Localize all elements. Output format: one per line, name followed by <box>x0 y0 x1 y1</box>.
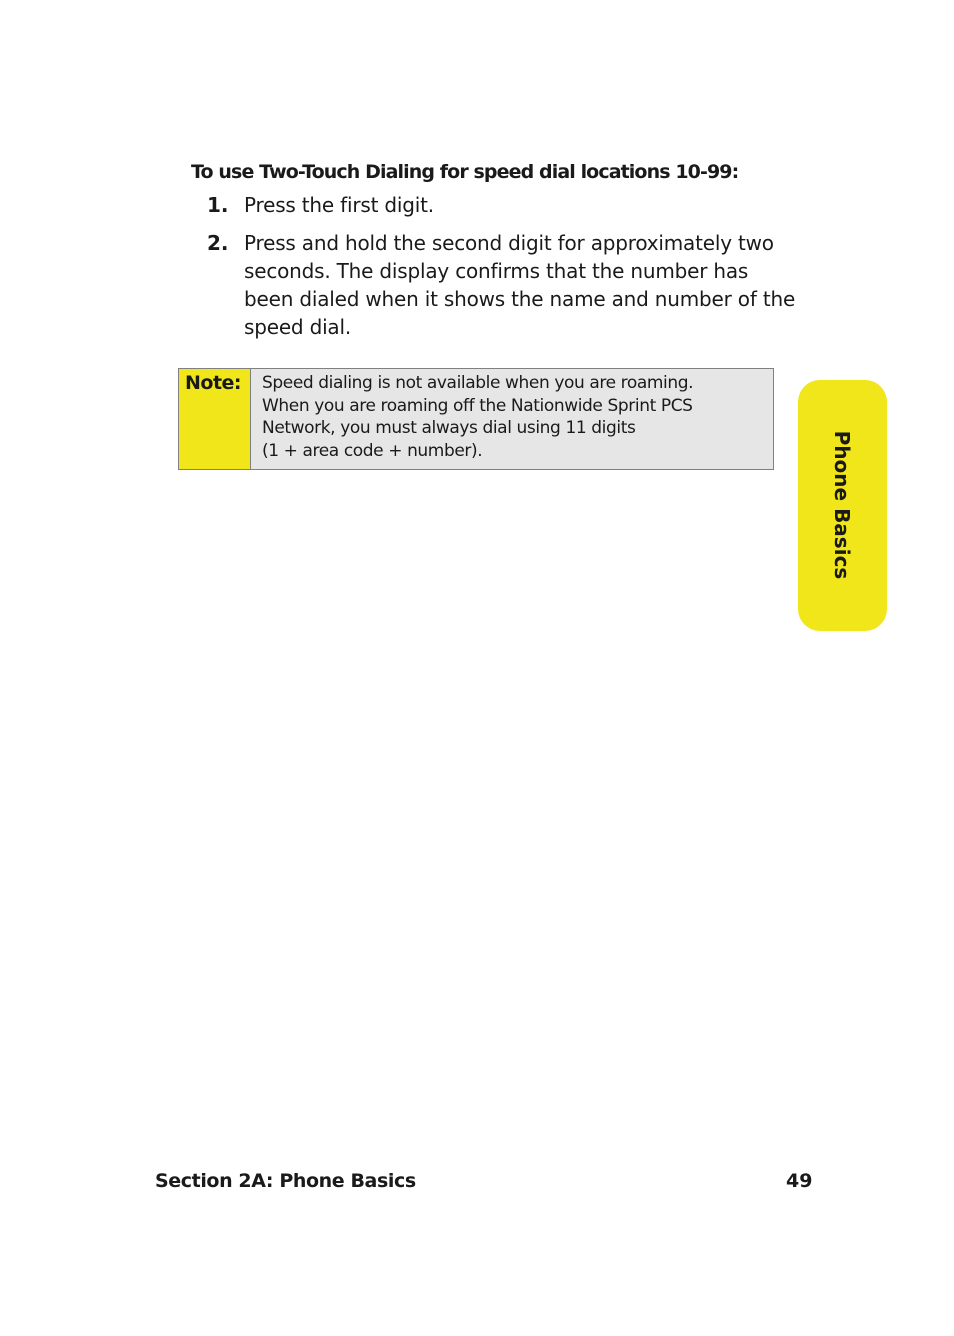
note-line: Network, you must always dial using 11 digits <box>262 418 636 438</box>
page-number: 49 <box>786 1170 813 1192</box>
section-side-tab <box>798 380 887 631</box>
note-box <box>178 368 774 470</box>
procedure-heading: To use Two-Touch Dialing for speed dial locations 10-99: <box>191 161 739 183</box>
step-item <box>207 229 797 341</box>
note-line: Speed dialing is not available when you are roaming. <box>262 373 694 393</box>
note-body <box>251 369 773 469</box>
footer-section-title: Section 2A: Phone Basics <box>155 1170 416 1192</box>
steps-list <box>207 191 797 351</box>
note-label: Note: <box>185 372 242 394</box>
step-number: 2. <box>207 231 229 255</box>
note-label-cell <box>179 369 251 469</box>
note-line: (1 + area code + number). <box>262 440 483 461</box>
step-text: Press and hold the second digit for approximately two seconds. The display confirms that the number has been dialed when it shows the name and number of the speed dial. <box>244 231 796 339</box>
side-tab-label: Phone Basics <box>830 430 854 580</box>
note-line: When you are roaming off the Nationwide Sprint PCS <box>262 395 693 416</box>
step-text: Press the first digit. <box>244 193 434 217</box>
step-number: 1. <box>207 193 229 217</box>
step-item <box>207 191 797 219</box>
